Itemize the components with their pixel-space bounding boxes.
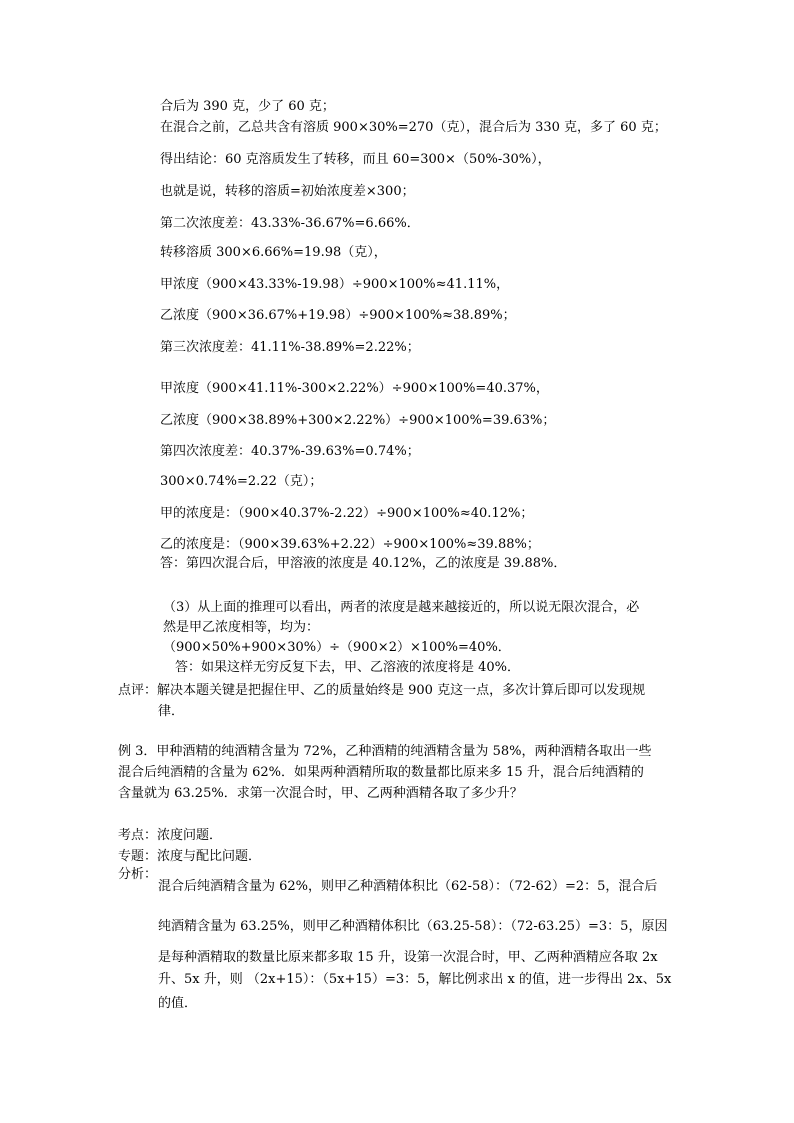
example-3-line: 例 3．甲种酒精的纯酒精含量为 72%，乙种酒精的纯酒精含量为 58%，两种酒精各取出一些: [118, 744, 652, 759]
analysis-line: 纯酒精含量为 63.25%，则甲乙种酒精体积比（63.25-58）：（72-63.25）=3：5，原因: [158, 919, 668, 934]
solution-line: 在混合之前，乙总共含有溶质 900×30%=270（克），混合后为 330 克，多了 60 克；: [160, 120, 667, 135]
kaodian-line: 考点：浓度问题．: [118, 828, 223, 843]
solution-line: 第二次浓度差：43.33%-36.67%=6.66%．: [160, 216, 420, 231]
solution-line: 第三次浓度差：41.11%-38.89%=2.22%；: [160, 340, 420, 355]
comment-line: 律．: [158, 704, 185, 719]
solution-line: 甲的浓度是：（900×40.37%-2.22）÷900×100%≈40.12%；: [160, 506, 534, 521]
solution-line: 甲浓度（900×41.11%-300×2.22%）÷900×100%=40.37%，: [160, 381, 549, 396]
example-3-line: 混合后纯酒精的含量为 62%．如果两种酒精所取的数量都比原来多 15 升，混合后纯酒精的: [118, 765, 644, 780]
example-3-line: 含量就为 63.25%．求第一次混合时，甲、乙两种酒精各取了多少升？: [118, 786, 523, 801]
analysis-line: 的值．: [158, 996, 198, 1011]
analysis-line: 升、5x 升，则 （2x+15）：（5x+15）=3：5，解比例求出 x 的值，进一步得出 2x、5x: [158, 972, 672, 987]
solution-line: 乙浓度（900×36.67%+19.98）÷900×100%≈38.89%；: [160, 308, 516, 323]
part3-line: 然是甲乙浓度相等，均为：: [163, 620, 320, 635]
fenxi-label: 分析：: [118, 867, 158, 882]
answer-line: 答：第四次混合后，甲溶液的浓度是 40.12%，乙的浓度是 39.88%．: [160, 556, 567, 571]
analysis-line: 混合后纯酒精含量为 62%，则甲乙种酒精体积比（62-58）：（72-62）=2：5，混合后: [158, 879, 658, 894]
answer-line: 答：如果这样无穷反复下去，甲、乙溶液的浓度将是 40%．: [175, 660, 521, 675]
analysis-line: 是每种酒精取的数量比原来都多取 15 升，设第一次混合时，甲、乙两种酒精应各取 2x: [158, 950, 658, 965]
solution-line: 300×0.74%=2.22（克）；: [160, 474, 323, 489]
comment-line: 点评：解决本题关键是把握住甲、乙的质量始终是 900 克这一点，多次计算后即可以发现规: [118, 683, 646, 698]
solution-line: 第四次浓度差：40.37%-39.63%=0.74%；: [160, 444, 420, 459]
solution-line: 乙的浓度是：（900×39.63%+2.22）÷900×100%≈39.88%；: [160, 537, 540, 552]
solution-line: 乙浓度（900×38.89%+300×2.22%）÷900×100%=39.63%；: [160, 413, 556, 428]
part3-line: （900×50%+900×30%）÷（900×2）×100%=40%．: [163, 640, 511, 655]
solution-line: 也就是说，转移的溶质=初始浓度差×300；: [160, 184, 415, 199]
solution-line: 合后为 390 克，少了 60 克；: [160, 99, 335, 114]
solution-line: 甲浓度（900×43.33%-19.98）÷900×100%≈41.11%，: [160, 277, 510, 292]
solution-line: 转移溶质 300×6.66%=19.98（克），: [160, 245, 387, 260]
zhuanti-line: 专题：浓度与配比问题．: [118, 849, 262, 864]
solution-line: 得出结论：60 克溶质发生了转移，而且 60=300×（50%-30%），: [160, 152, 551, 167]
part3-line: （3）从上面的推理可以看出，两者的浓度是越来越接近的，所以说无限次混合，必: [163, 600, 640, 615]
